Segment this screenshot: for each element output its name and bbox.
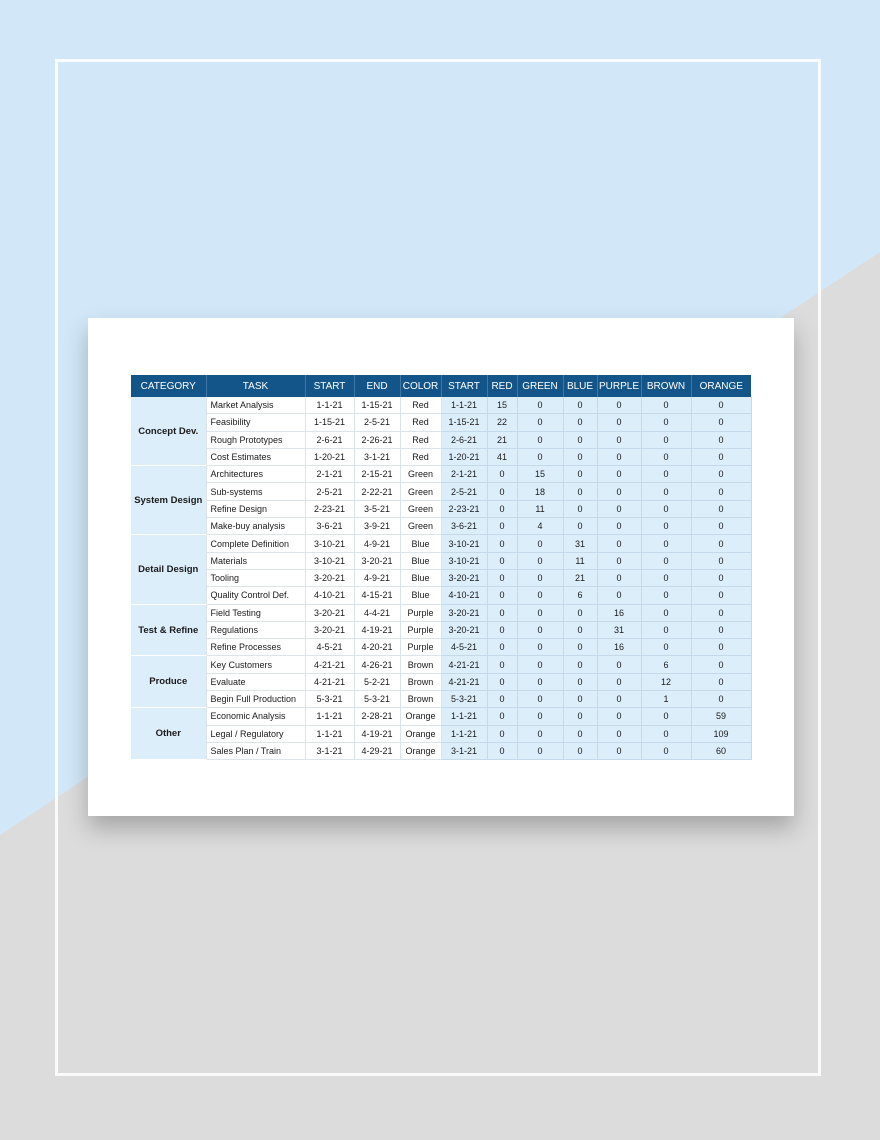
- table-row: [131, 414, 751, 431]
- brown-cell: 0: [641, 725, 691, 742]
- brown-cell: 0: [641, 414, 691, 431]
- brown-cell: 0: [641, 448, 691, 465]
- end-cell: 3-9-21: [354, 518, 400, 535]
- start2-cell: 1-20-21: [441, 448, 487, 465]
- color-cell: Green: [400, 518, 441, 535]
- start-cell: 1-1-21: [305, 397, 354, 414]
- green-cell: 0: [517, 552, 563, 569]
- green-cell: 15: [517, 466, 563, 483]
- brown-cell: 0: [641, 466, 691, 483]
- orange-cell: 0: [691, 569, 751, 586]
- green-cell: 0: [517, 691, 563, 708]
- start2-cell: 3-20-21: [441, 569, 487, 586]
- table-row: [131, 466, 751, 483]
- green-cell: 0: [517, 621, 563, 638]
- orange-cell: 109: [691, 725, 751, 742]
- brown-cell: 0: [641, 552, 691, 569]
- category-cell: Other: [131, 708, 206, 760]
- blue-cell: 6: [563, 587, 597, 604]
- color-cell: Red: [400, 431, 441, 448]
- task-cell: Field Testing: [206, 604, 305, 621]
- purple-cell: 0: [597, 483, 641, 500]
- color-cell: Purple: [400, 621, 441, 638]
- color-cell: Purple: [400, 639, 441, 656]
- purple-cell: 0: [597, 569, 641, 586]
- start-cell: 3-10-21: [305, 535, 354, 552]
- blue-cell: 0: [563, 708, 597, 725]
- table-row: [131, 621, 751, 638]
- table-row: [131, 569, 751, 586]
- table-row: [131, 500, 751, 517]
- end-cell: 4-19-21: [354, 621, 400, 638]
- color-cell: Brown: [400, 673, 441, 690]
- red-cell: 0: [487, 742, 517, 759]
- blue-cell: 0: [563, 518, 597, 535]
- blue-cell: 0: [563, 466, 597, 483]
- purple-cell: 16: [597, 604, 641, 621]
- color-cell: Green: [400, 500, 441, 517]
- color-cell: Green: [400, 466, 441, 483]
- purple-cell: 0: [597, 656, 641, 673]
- column-header-category: CATEGORY: [131, 375, 206, 397]
- table-row: [131, 708, 751, 725]
- red-cell: 0: [487, 587, 517, 604]
- red-cell: 0: [487, 621, 517, 638]
- brown-cell: 0: [641, 639, 691, 656]
- task-cell: Regulations: [206, 621, 305, 638]
- start2-cell: 1-1-21: [441, 708, 487, 725]
- green-cell: 0: [517, 414, 563, 431]
- brown-cell: 0: [641, 431, 691, 448]
- green-cell: 0: [517, 448, 563, 465]
- end-cell: 3-1-21: [354, 448, 400, 465]
- table-row: [131, 552, 751, 569]
- start2-cell: 2-6-21: [441, 431, 487, 448]
- orange-cell: 59: [691, 708, 751, 725]
- orange-cell: 0: [691, 518, 751, 535]
- task-cell: Cost Estimates: [206, 448, 305, 465]
- green-cell: 0: [517, 742, 563, 759]
- column-header-task: TASK: [206, 375, 305, 397]
- orange-cell: 0: [691, 535, 751, 552]
- red-cell: 0: [487, 552, 517, 569]
- green-cell: 18: [517, 483, 563, 500]
- color-cell: Orange: [400, 708, 441, 725]
- orange-cell: 0: [691, 656, 751, 673]
- start-cell: 2-1-21: [305, 466, 354, 483]
- table-row: [131, 448, 751, 465]
- task-cell: Legal / Regulatory: [206, 725, 305, 742]
- blue-cell: 0: [563, 414, 597, 431]
- start-cell: 3-20-21: [305, 569, 354, 586]
- orange-cell: 0: [691, 483, 751, 500]
- blue-cell: 0: [563, 673, 597, 690]
- start-cell: 5-3-21: [305, 691, 354, 708]
- blue-cell: 0: [563, 656, 597, 673]
- start2-cell: 3-1-21: [441, 742, 487, 759]
- end-cell: 4-9-21: [354, 535, 400, 552]
- red-cell: 22: [487, 414, 517, 431]
- category-cell: Concept Dev.: [131, 397, 206, 466]
- gantt-data-table: [131, 375, 752, 760]
- table-row: [131, 483, 751, 500]
- green-cell: 0: [517, 397, 563, 414]
- orange-cell: 0: [691, 431, 751, 448]
- end-cell: 4-26-21: [354, 656, 400, 673]
- column-header-purple: PURPLE: [597, 375, 641, 397]
- start2-cell: 3-10-21: [441, 535, 487, 552]
- color-cell: Blue: [400, 569, 441, 586]
- red-cell: 41: [487, 448, 517, 465]
- task-cell: Key Customers: [206, 656, 305, 673]
- purple-cell: 0: [597, 587, 641, 604]
- red-cell: 0: [487, 673, 517, 690]
- column-header-brown: BROWN: [641, 375, 691, 397]
- brown-cell: 0: [641, 500, 691, 517]
- orange-cell: 0: [691, 673, 751, 690]
- red-cell: 0: [487, 691, 517, 708]
- color-cell: Red: [400, 397, 441, 414]
- end-cell: 1-15-21: [354, 397, 400, 414]
- brown-cell: 0: [641, 621, 691, 638]
- color-cell: Purple: [400, 604, 441, 621]
- start2-cell: 3-6-21: [441, 518, 487, 535]
- end-cell: 3-20-21: [354, 552, 400, 569]
- purple-cell: 0: [597, 742, 641, 759]
- purple-cell: 16: [597, 639, 641, 656]
- brown-cell: 12: [641, 673, 691, 690]
- start-cell: 1-1-21: [305, 708, 354, 725]
- task-cell: Economic Analysis: [206, 708, 305, 725]
- start2-cell: 4-5-21: [441, 639, 487, 656]
- table-body: [131, 397, 751, 760]
- orange-cell: 0: [691, 397, 751, 414]
- orange-cell: 0: [691, 691, 751, 708]
- red-cell: 0: [487, 639, 517, 656]
- orange-cell: 0: [691, 639, 751, 656]
- table-row: [131, 397, 751, 414]
- start2-cell: 4-10-21: [441, 587, 487, 604]
- blue-cell: 0: [563, 639, 597, 656]
- blue-cell: 0: [563, 500, 597, 517]
- start-cell: 4-5-21: [305, 639, 354, 656]
- table-row: [131, 535, 751, 552]
- spreadsheet-sheet: [88, 318, 794, 816]
- red-cell: 0: [487, 466, 517, 483]
- task-cell: Tooling: [206, 569, 305, 586]
- green-cell: 0: [517, 535, 563, 552]
- start2-cell: 2-1-21: [441, 466, 487, 483]
- color-cell: Green: [400, 483, 441, 500]
- green-cell: 11: [517, 500, 563, 517]
- start-cell: 3-6-21: [305, 518, 354, 535]
- end-cell: 2-22-21: [354, 483, 400, 500]
- blue-cell: 11: [563, 552, 597, 569]
- start-cell: 2-5-21: [305, 483, 354, 500]
- start2-cell: 3-10-21: [441, 552, 487, 569]
- start-cell: 4-21-21: [305, 673, 354, 690]
- start2-cell: 4-21-21: [441, 673, 487, 690]
- orange-cell: 0: [691, 587, 751, 604]
- start-cell: 1-1-21: [305, 725, 354, 742]
- brown-cell: 0: [641, 483, 691, 500]
- table-row: [131, 587, 751, 604]
- start-cell: 3-20-21: [305, 621, 354, 638]
- end-cell: 4-15-21: [354, 587, 400, 604]
- task-cell: Sales Plan / Train: [206, 742, 305, 759]
- table-row: [131, 656, 751, 673]
- table-row: [131, 673, 751, 690]
- orange-cell: 0: [691, 414, 751, 431]
- end-cell: 2-28-21: [354, 708, 400, 725]
- red-cell: 0: [487, 708, 517, 725]
- start-cell: 1-15-21: [305, 414, 354, 431]
- task-cell: Architectures: [206, 466, 305, 483]
- table-row: [131, 431, 751, 448]
- blue-cell: 0: [563, 621, 597, 638]
- blue-cell: 0: [563, 691, 597, 708]
- orange-cell: 0: [691, 604, 751, 621]
- brown-cell: 1: [641, 691, 691, 708]
- color-cell: Red: [400, 448, 441, 465]
- red-cell: 0: [487, 604, 517, 621]
- table-row: [131, 691, 751, 708]
- blue-cell: 0: [563, 397, 597, 414]
- start2-cell: 2-23-21: [441, 500, 487, 517]
- table-row: [131, 518, 751, 535]
- start2-cell: 3-20-21: [441, 604, 487, 621]
- task-cell: Begin Full Production: [206, 691, 305, 708]
- start2-cell: 5-3-21: [441, 691, 487, 708]
- start-cell: 4-10-21: [305, 587, 354, 604]
- start2-cell: 1-1-21: [441, 397, 487, 414]
- color-cell: Orange: [400, 742, 441, 759]
- start-cell: 3-1-21: [305, 742, 354, 759]
- red-cell: 0: [487, 535, 517, 552]
- blue-cell: 0: [563, 448, 597, 465]
- green-cell: 0: [517, 569, 563, 586]
- start-cell: 1-20-21: [305, 448, 354, 465]
- column-header-start: START: [305, 375, 354, 397]
- column-header-green: GREEN: [517, 375, 563, 397]
- color-cell: Blue: [400, 552, 441, 569]
- start-cell: 3-10-21: [305, 552, 354, 569]
- task-cell: Rough Prototypes: [206, 431, 305, 448]
- category-cell: Test & Refine: [131, 604, 206, 656]
- red-cell: 21: [487, 431, 517, 448]
- start2-cell: 4-21-21: [441, 656, 487, 673]
- orange-cell: 0: [691, 466, 751, 483]
- start2-cell: 3-20-21: [441, 621, 487, 638]
- red-cell: 0: [487, 483, 517, 500]
- purple-cell: 0: [597, 535, 641, 552]
- end-cell: 4-4-21: [354, 604, 400, 621]
- blue-cell: 0: [563, 431, 597, 448]
- orange-cell: 0: [691, 500, 751, 517]
- green-cell: 0: [517, 604, 563, 621]
- brown-cell: 0: [641, 397, 691, 414]
- purple-cell: 31: [597, 621, 641, 638]
- table-row: [131, 725, 751, 742]
- end-cell: 4-20-21: [354, 639, 400, 656]
- start-cell: 4-21-21: [305, 656, 354, 673]
- column-header-orange: ORANGE: [691, 375, 751, 397]
- column-header-red: RED: [487, 375, 517, 397]
- brown-cell: 0: [641, 518, 691, 535]
- purple-cell: 0: [597, 708, 641, 725]
- category-cell: System Design: [131, 466, 206, 535]
- purple-cell: 0: [597, 397, 641, 414]
- brown-cell: 6: [641, 656, 691, 673]
- table-header-row: [131, 375, 751, 397]
- column-header-color: COLOR: [400, 375, 441, 397]
- end-cell: 2-26-21: [354, 431, 400, 448]
- red-cell: 0: [487, 500, 517, 517]
- start-cell: 2-6-21: [305, 431, 354, 448]
- column-header-end: END: [354, 375, 400, 397]
- column-header-start-2: START: [441, 375, 487, 397]
- color-cell: Blue: [400, 535, 441, 552]
- column-header-blue: BLUE: [563, 375, 597, 397]
- end-cell: 5-3-21: [354, 691, 400, 708]
- blue-cell: 0: [563, 604, 597, 621]
- red-cell: 0: [487, 569, 517, 586]
- task-cell: Market Analysis: [206, 397, 305, 414]
- end-cell: 4-9-21: [354, 569, 400, 586]
- task-cell: Refine Design: [206, 500, 305, 517]
- green-cell: 0: [517, 725, 563, 742]
- purple-cell: 0: [597, 691, 641, 708]
- task-cell: Feasibility: [206, 414, 305, 431]
- start2-cell: 1-15-21: [441, 414, 487, 431]
- green-cell: 0: [517, 673, 563, 690]
- red-cell: 0: [487, 518, 517, 535]
- task-cell: Evaluate: [206, 673, 305, 690]
- color-cell: Brown: [400, 691, 441, 708]
- table-row: [131, 639, 751, 656]
- purple-cell: 0: [597, 518, 641, 535]
- start-cell: 3-20-21: [305, 604, 354, 621]
- blue-cell: 0: [563, 742, 597, 759]
- end-cell: 4-19-21: [354, 725, 400, 742]
- task-cell: Quality Control Def.: [206, 587, 305, 604]
- category-cell: Detail Design: [131, 535, 206, 604]
- end-cell: 3-5-21: [354, 500, 400, 517]
- blue-cell: 0: [563, 725, 597, 742]
- green-cell: 0: [517, 639, 563, 656]
- end-cell: 5-2-21: [354, 673, 400, 690]
- color-cell: Orange: [400, 725, 441, 742]
- start2-cell: 2-5-21: [441, 483, 487, 500]
- purple-cell: 0: [597, 414, 641, 431]
- brown-cell: 0: [641, 604, 691, 621]
- task-cell: Materials: [206, 552, 305, 569]
- orange-cell: 60: [691, 742, 751, 759]
- end-cell: 2-5-21: [354, 414, 400, 431]
- brown-cell: 0: [641, 535, 691, 552]
- task-cell: Complete Definition: [206, 535, 305, 552]
- start-cell: 2-23-21: [305, 500, 354, 517]
- brown-cell: 0: [641, 569, 691, 586]
- start2-cell: 1-1-21: [441, 725, 487, 742]
- green-cell: 4: [517, 518, 563, 535]
- green-cell: 0: [517, 587, 563, 604]
- green-cell: 0: [517, 431, 563, 448]
- green-cell: 0: [517, 656, 563, 673]
- green-cell: 0: [517, 708, 563, 725]
- end-cell: 4-29-21: [354, 742, 400, 759]
- orange-cell: 0: [691, 621, 751, 638]
- task-cell: Sub-systems: [206, 483, 305, 500]
- red-cell: 0: [487, 725, 517, 742]
- end-cell: 2-15-21: [354, 466, 400, 483]
- purple-cell: 0: [597, 552, 641, 569]
- orange-cell: 0: [691, 552, 751, 569]
- purple-cell: 0: [597, 448, 641, 465]
- blue-cell: 21: [563, 569, 597, 586]
- purple-cell: 0: [597, 431, 641, 448]
- red-cell: 15: [487, 397, 517, 414]
- brown-cell: 0: [641, 742, 691, 759]
- table-row: [131, 742, 751, 759]
- red-cell: 0: [487, 656, 517, 673]
- brown-cell: 0: [641, 708, 691, 725]
- task-cell: Make-buy analysis: [206, 518, 305, 535]
- task-cell: Refine Processes: [206, 639, 305, 656]
- brown-cell: 0: [641, 587, 691, 604]
- purple-cell: 0: [597, 673, 641, 690]
- blue-cell: 0: [563, 483, 597, 500]
- orange-cell: 0: [691, 448, 751, 465]
- blue-cell: 31: [563, 535, 597, 552]
- purple-cell: 0: [597, 725, 641, 742]
- purple-cell: 0: [597, 466, 641, 483]
- purple-cell: 0: [597, 500, 641, 517]
- color-cell: Blue: [400, 587, 441, 604]
- table-row: [131, 604, 751, 621]
- color-cell: Brown: [400, 656, 441, 673]
- category-cell: Produce: [131, 656, 206, 708]
- color-cell: Red: [400, 414, 441, 431]
